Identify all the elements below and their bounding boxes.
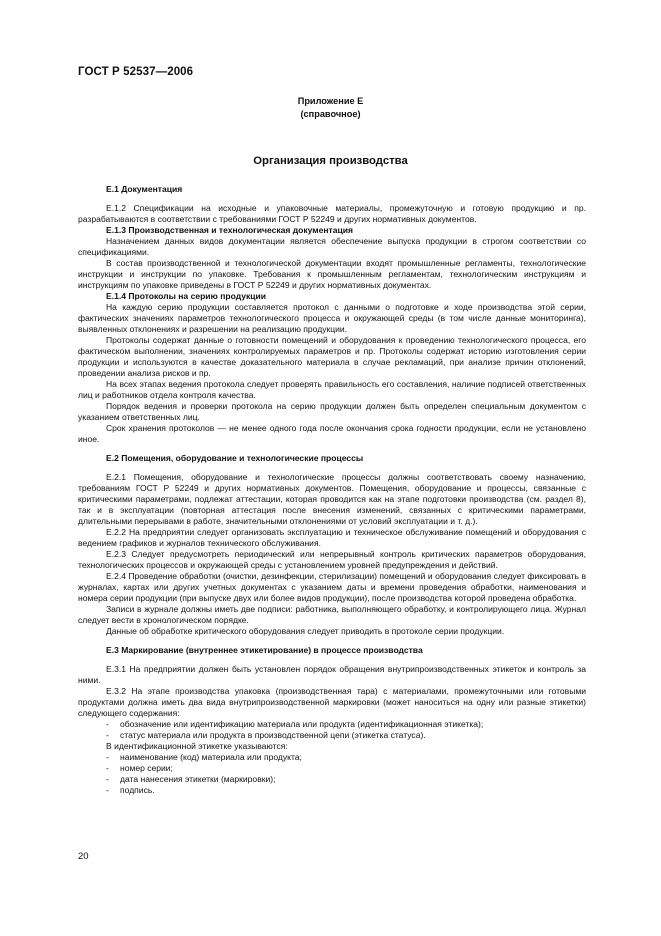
paragraph: Порядок ведения и проверки протокола на серию продукции должен быть определен специальным документом с указанием ответственных лиц. bbox=[78, 401, 586, 422]
paragraph-e2-1: Е.2.1 Помещения, оборудование и технологические процессы должны соответствовать своему назначению, требованиям ГОСТ Р 52249 и других нормативных документов. Помещения, оборудование и процессы, связанные с критическими параметрами, подлежат аттестации, которая проводится как на этапе подготовки производства (см. раздел 8), так и в эксплуатации (повторная аттестация после внесения изменений, связанных с критическими параметрами, длительными перерывами в работе, значительными отклонениями от условий эксплуатации и т. д.). bbox=[78, 472, 586, 526]
list-item: - статус материала или продукта в производственной цепи (этикетка статуса). bbox=[106, 730, 426, 740]
paragraph-e2-4: Е.2.4 Проведение обработки (очистки, дезинфекции, стерилизации) помещений и оборудования следует фиксировать в журналах, картах или других учетных документах с указанием даты и времени проведения обработки, наименования и номера серии продукции (при выпуске двух или более видов продукции), после производства которой проведена обработка. bbox=[78, 571, 586, 603]
paragraph: Протоколы содержат данные о готовности помещений и оборудования к проведению технологического процесса, его фактическом выполнении, значениях контролируемых параметров и пр. Протоколы содержат историю изготовления серии продукции и используются в качестве доказательного материала в случае рекламаций, при анализе причин отклонений, проведении анализа рисков и пр. bbox=[78, 335, 586, 378]
list-item: - номер серии; bbox=[106, 763, 173, 773]
paragraph: На всех этапах ведения протокола следует проверять правильность его составления, наличие подписей ответственных лиц и работников отдела контроля качества. bbox=[78, 379, 586, 400]
paragraph: На каждую серию продукции составляется протокол с данными о подготовке и ходе производства этой серии, фактических значениях параметров технологического процесса и окружающей среды (в том числе данные мониторинга), выявленных отклонениях и разрешении на реализацию продукции. bbox=[78, 302, 586, 334]
paragraph: Записи в журнале должны иметь две подписи: работника, выполняющего обработку, и контролирующего лица. Журнал следует вести в хронологическом порядке. bbox=[78, 604, 586, 625]
paragraph: В идентификационной этикетке указываются: bbox=[106, 741, 288, 751]
paragraph-e3-2: Е.3.2 На этапе производства упаковка (производственная тара) с материалами, промежуточными или готовыми продуктами должна иметь два вида внутрипроизводственной маркировки (может наноситься на одну или разные этикетки) следующего содержания: bbox=[78, 686, 586, 718]
paragraph: Назначением данных видов документации является обеспечение выпуска продукции в строгом соответствии со спецификациями. bbox=[78, 236, 586, 257]
paragraph: Данные об обработке критического оборудования следует приводить в протоколе серии продукции. bbox=[106, 626, 505, 636]
paragraph-e2-3: Е.2.3 Следует предусмотреть периодический или непрерывный контроль критических параметров оборудования, технологических процессов и окружающей среды с установлением уровней предупреждения и действий. bbox=[78, 549, 586, 570]
paragraph-e1-2: Е.1.2 Спецификации на исходные и упаковочные материалы, промежуточную и готовую продукцию и пр. разрабатываются в соответствии с требованиями ГОСТ Р 52249 и других нормативных документов. bbox=[78, 203, 586, 224]
section-heading-e2: Е.2 Помещения, оборудование и технологические процессы bbox=[106, 453, 364, 463]
section-heading-e1-4: Е.1.4 Протоколы на серию продукции bbox=[106, 291, 267, 301]
list-item: - обозначение или идентификацию материала или продукта (идентификационная этикетка); bbox=[106, 719, 484, 729]
paragraph-e3-1: Е.3.1 На предприятии должен быть установлен порядок обращения внутрипроизводственных этикеток и контроль за ними. bbox=[78, 664, 586, 685]
page-number: 20 bbox=[78, 851, 89, 862]
section-heading-e1: Е.1 Документация bbox=[106, 184, 183, 194]
annex-label: Приложение Е bbox=[297, 96, 364, 106]
annex-kind: (справочное) bbox=[300, 109, 361, 119]
paragraph: Срок хранения протоколов — не менее одного года после окончания срока годности продукции, если не установлено иное. bbox=[78, 423, 586, 444]
document-header: ГОСТ Р 52537—2006 bbox=[78, 66, 194, 78]
list-item: - наименование (код) материала или продукта; bbox=[106, 752, 302, 762]
list-item: - дата нанесения этикетки (маркировки); bbox=[106, 774, 276, 784]
section-heading-e3: Е.3 Маркирование (внутреннее этикетирование) в процессе производства bbox=[106, 645, 423, 655]
document-body bbox=[78, 184, 586, 796]
paragraph-e2-2: Е.2.2 На предприятии следует организовать эксплуатацию и техническое обслуживание помещений и оборудования с ведением графиков и журналов технического обслуживания. bbox=[78, 527, 586, 548]
section-heading-e1-3: Е.1.3 Производственная и технологическая документация bbox=[106, 225, 353, 235]
list-item: - подпись. bbox=[106, 785, 155, 795]
paragraph: В состав производственной и технологической документации входят промышленные регламенты, технологические инструкции и инструкции по упаковке. Требования к промышленным регламентам, технологическим инструкциям и инструкциям по упаковке приведены в ГОСТ Р 52249 и других нормативных документах. bbox=[78, 258, 586, 290]
annex-title: Организация производства bbox=[253, 155, 408, 167]
